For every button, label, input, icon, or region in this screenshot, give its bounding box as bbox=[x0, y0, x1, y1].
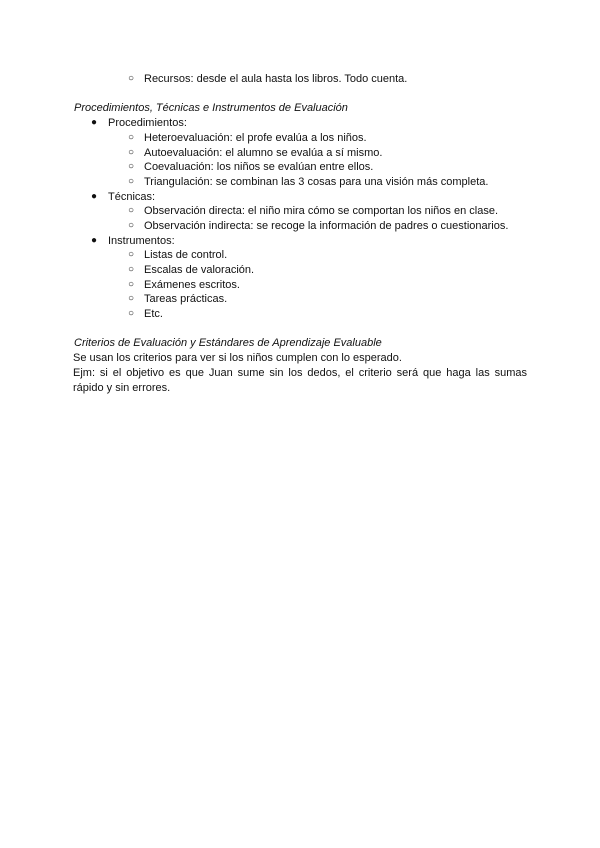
paragraph: Se usan los criterios para ver si los niños cumplen con lo esperado. bbox=[73, 352, 402, 364]
group-label-procedimientos: Procedimientos: bbox=[108, 117, 187, 129]
list-marker-circle: ○ bbox=[128, 220, 135, 231]
list-marker-disc: ● bbox=[91, 191, 98, 202]
list-item: Coevaluación: los niños se evalúan entre ellos. bbox=[144, 161, 374, 173]
list-item: Heteroevaluación: el profe evalúa a los niños. bbox=[144, 132, 367, 144]
group-label-instrumentos: Instrumentos: bbox=[108, 235, 175, 247]
list-marker-circle: ○ bbox=[128, 132, 135, 143]
list-marker-circle: ○ bbox=[128, 279, 135, 290]
paragraph-line: Ejm: si el objetivo es que Juan sume sin los dedos, el criterio será que haga las sumas bbox=[73, 367, 527, 379]
list-item: Triangulación: se combinan las 3 cosas para una visión más completa. bbox=[144, 176, 489, 188]
list-item: Observación directa: el niño mira cómo se comportan los niños en clase. bbox=[144, 205, 499, 217]
list-item: Observación indirecta: se recoge la información de padres o cuestionarios. bbox=[144, 220, 509, 232]
paragraph-line: rápido y sin errores. bbox=[73, 382, 171, 394]
list-marker-circle: ○ bbox=[128, 147, 135, 158]
list-item: Exámenes escritos. bbox=[144, 279, 240, 291]
list-marker-disc: ● bbox=[91, 117, 98, 128]
section-heading-procedimientos: Procedimientos, Técnicas e Instrumentos de Evaluación bbox=[74, 102, 348, 114]
list-item: Escalas de valoración. bbox=[144, 264, 255, 276]
list-marker-circle: ○ bbox=[128, 249, 135, 260]
list-marker-circle: ○ bbox=[128, 73, 135, 84]
section-heading-criterios: Criterios de Evaluación y Estándares de Aprendizaje Evaluable bbox=[74, 337, 382, 349]
list-marker-circle: ○ bbox=[128, 308, 135, 319]
list-item: Tareas prácticas. bbox=[144, 293, 228, 305]
list-item: Listas de control. bbox=[144, 249, 228, 261]
list-marker-circle: ○ bbox=[128, 176, 135, 187]
list-item: Etc. bbox=[144, 308, 163, 320]
list-marker-circle: ○ bbox=[128, 264, 135, 275]
list-item: Autoevaluación: el alumno se evalúa a sí mismo. bbox=[144, 147, 383, 159]
list-item-recursos: Recursos: desde el aula hasta los libros. Todo cuenta. bbox=[144, 73, 408, 85]
list-marker-disc: ● bbox=[91, 235, 98, 246]
list-marker-circle: ○ bbox=[128, 205, 135, 216]
list-marker-circle: ○ bbox=[128, 161, 135, 172]
group-label-tecnicas: Técnicas: bbox=[108, 191, 156, 203]
list-marker-circle: ○ bbox=[128, 293, 135, 304]
